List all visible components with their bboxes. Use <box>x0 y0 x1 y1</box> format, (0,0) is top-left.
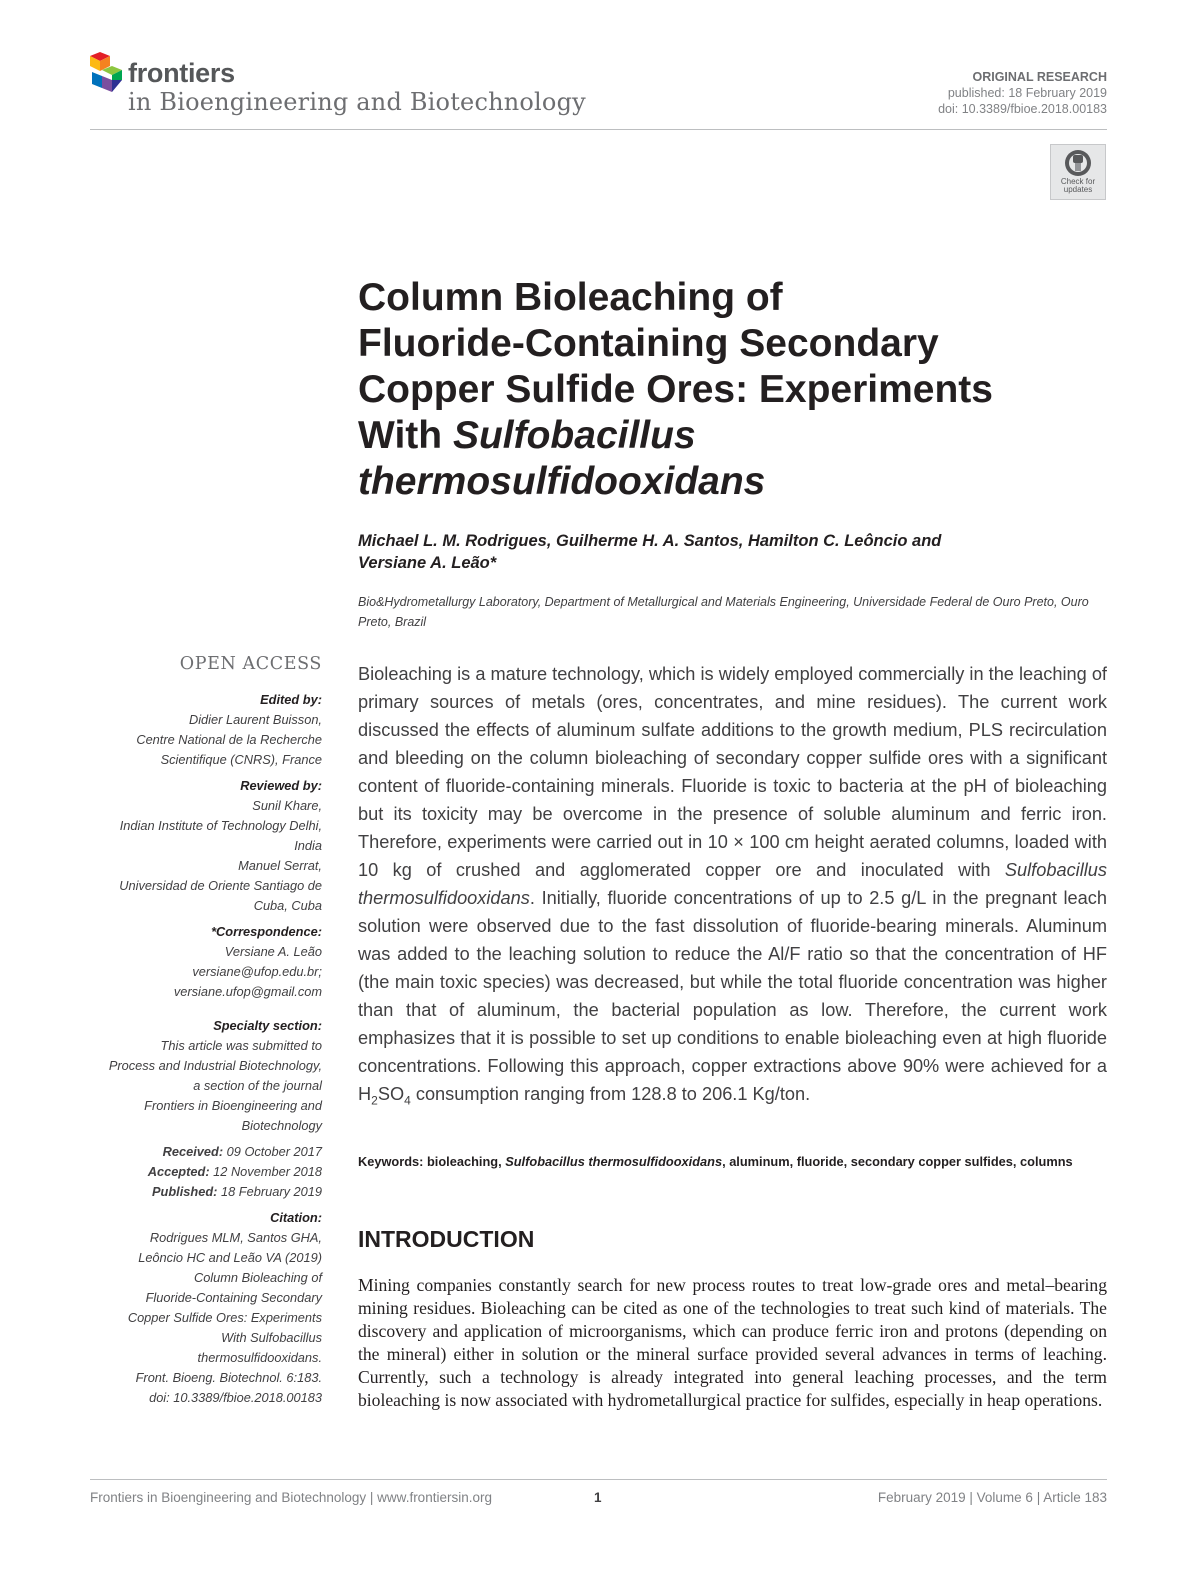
correspondence-email-1[interactable]: versiane@ufop.edu.br; <box>192 964 322 979</box>
journal-name: in Bioengineering and Biotechnology <box>128 88 586 116</box>
check-for-updates-label: Check for updates <box>1060 177 1096 194</box>
received-date: Received: 09 October 2017 <box>162 1144 322 1159</box>
citation-text: Rodrigues MLM, Santos GHA, Leôncio HC and Leão VA (2019) Column Bioleaching of Fluoride-Containing Secondary Copper Sulfide Ores: Experiments With Sulfobacillus thermosulfidooxidans. Front. Bioeng. Biotechnol. 6:183. doi: 10.3389/fbioe.2018.00183 <box>90 1228 322 1408</box>
brand-name: frontiers <box>128 58 235 88</box>
frontiers-logo-icon <box>90 52 124 94</box>
correspondence-email-2[interactable]: versiane.ufop@gmail.com <box>173 984 322 999</box>
header-divider <box>90 129 1107 130</box>
specialty-section-text: This article was submitted to Process and Industrial Biotechnology, a section of the journal Frontiers in Bioengineering and Biotechnology <box>108 1038 322 1133</box>
reviewed-by-list: Sunil Khare, Indian Institute of Technology Delhi, India Manuel Serrat, Universidad de Oriente Santiago de Cuba, Cuba <box>119 798 322 913</box>
edited-by-list: Didier Laurent Buisson, Centre National de la Recherche Scientifique (CNRS), France <box>136 712 322 767</box>
citation-heading: Citation: <box>270 1210 322 1225</box>
introduction-heading: INTRODUCTION <box>358 1226 535 1252</box>
page-number: 1 <box>594 1490 602 1505</box>
article-doi[interactable]: doi: 10.3389/fbioe.2018.00183 <box>938 102 1107 116</box>
footer-divider <box>90 1479 1107 1480</box>
article-sidebar <box>90 652 322 1408</box>
edited-by-heading: Edited by: <box>260 692 322 707</box>
introduction-body: Mining companies constantly search for new process routes to treat low-grade ores and metal–bearing mining residues. Bioleaching can be cited as one of the technologies to treat such kind of materials. The discovery and application of microorganisms, which can produce ferric iron and protons (depending on the mineral) either in solution or the mineral surface provided several advances in terms of leaching. Currently, such a technology is already integrated into general leaching processes, and the term bioleaching is now associated with hydrometallurgical practice for sulfides, especially in heap operations. <box>358 1275 1107 1410</box>
footer-issue-info: February 2019 | Volume 6 | Article 183 <box>877 1490 1107 1505</box>
open-access-label: OPEN ACCESS <box>179 654 322 674</box>
check-for-updates-button[interactable] <box>1050 144 1106 200</box>
article-title: Column Bioleaching of Fluoride-Containing Secondary Copper Sulfide Ores: Experiments With Sulfobacillus thermosulfidooxidans <box>358 276 993 503</box>
affiliation: Bio&Hydrometallurgy Laboratory, Department of Metallurgical and Materials Engineering, Universidade Federal de Ouro Preto, Ouro Preto, Brazil <box>358 595 1089 629</box>
footer-journal-link[interactable]: Frontiers in Bioengineering and Biotechnology | www.frontiersin.org <box>90 1490 492 1505</box>
article-meta <box>938 69 1107 117</box>
published-date-sidebar: Published: 18 February 2019 <box>152 1184 322 1199</box>
author-list: Michael L. M. Rodrigues, Guilherme H. A. Santos, Hamilton C. Leôncio and Versiane A. Leão* <box>358 532 942 572</box>
reviewed-by-heading: Reviewed by: <box>240 778 322 793</box>
citation-doi[interactable]: doi: 10.3389/fbioe.2018.00183 <box>149 1390 322 1405</box>
published-date: published: 18 February 2019 <box>947 86 1107 100</box>
specialty-section-heading: Specialty section: <box>213 1018 322 1033</box>
accepted-date: Accepted: 12 November 2018 <box>147 1164 322 1179</box>
abstract: Bioleaching is a mature technology, which is widely employed commercially in the leaching of primary sources of metals (ores, concentrates, and mine residues). The current work discussed the effects of aluminum sulfate additions to the growth medium, PLS recirculation and bleeding on the column bioleaching of secondary copper sulfide ores with a significant content of fluoride-containing minerals. Fluoride is toxic to bacteria at the pH of bioleaching but its toxicity may be overcome in the presence of soluble aluminum and ferric iron. Therefore, experiments were carried out in 10 × 100 cm height aerated columns, loaded with 10 kg of crushed and agglomerated copper ore and inoculated with Sulfobacillus thermosulfidooxidans. Initially, fluoride concentrations of up to 2.5 g/L in the pregnant leach solution were observed due to the fast dissolution of fluoride-bearing minerals. Aluminum was added to the leaching solution to reduce the Al/F ratio so that the concentration of HF (the main toxic species) was decreased, but while the total fluoride concentration was higher than that of aluminum, the bacterial population as low. Therefore, the current work emphasizes that it is possible to set up conditions to enable bioleaching even at high fluoride concentrations. Following this approach, copper extractions above 90% were achieved for a $H_2SO_4$ consumption ranging from 128.8 to 206.1 Kg/ton. <box>358 664 1107 1108</box>
keywords: Keywords: bioleaching, Sulfobacillus thermosulfidooxidans, aluminum, fluoride, secondary copper sulfides, columns <box>358 1154 1073 1169</box>
article-type: ORIGINAL RESEARCH <box>972 70 1107 84</box>
correspondence-list: Versiane A. Leão versiane@ufop.edu.br; versiane.ufop@gmail.com <box>90 942 322 1002</box>
correspondence-heading: *Correspondence: <box>211 924 322 939</box>
crossmark-icon <box>1064 149 1092 177</box>
